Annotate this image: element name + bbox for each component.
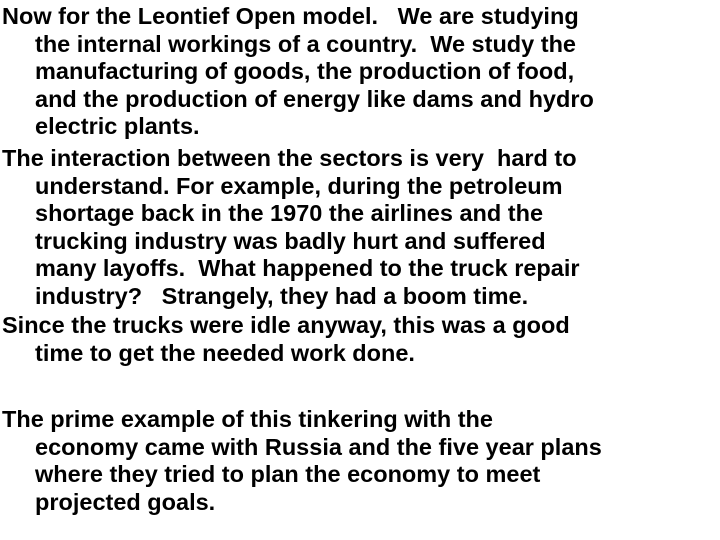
text-line: Now for the Leontief Open model. We are studying [2, 3, 579, 29]
paragraph-leontief-intro [2, 3, 718, 141]
paragraph-idle-trucks [2, 312, 718, 367]
text-line: manufacturing of goods, the production of food, [35, 58, 575, 84]
text-line: the internal workings of a country. We study the [35, 30, 577, 57]
text-line: The prime example of this tinkering with the [2, 406, 493, 432]
text-line: understand. For example, during the petroleum [35, 172, 563, 199]
text-line: economy came with Russia and the five year plans [35, 433, 602, 460]
text-line: shortage back in the 1970 the airlines and the [35, 200, 544, 226]
paragraph-sector-interaction [2, 145, 718, 310]
text-line: electric plants. [35, 113, 200, 139]
text-line: industry? Strangely, they had a boom time. [35, 282, 529, 309]
text-line: and the production of energy like dams and hydro [35, 85, 594, 112]
text-line: trucking industry was badly hurt and suffered [35, 227, 546, 254]
text-line: where they tried to plan the economy to meet [35, 461, 541, 487]
text-line: projected goals. [35, 488, 216, 515]
paragraph-russia-five-year-plans [2, 406, 718, 516]
text-line: Since the trucks were idle anyway, this was a good [2, 312, 570, 338]
text-line: The interaction between the sectors is very hard to [2, 145, 577, 171]
text-line: time to get the needed work done. [35, 339, 415, 366]
text-line: many layoffs. What happened to the truck repair [35, 255, 580, 281]
